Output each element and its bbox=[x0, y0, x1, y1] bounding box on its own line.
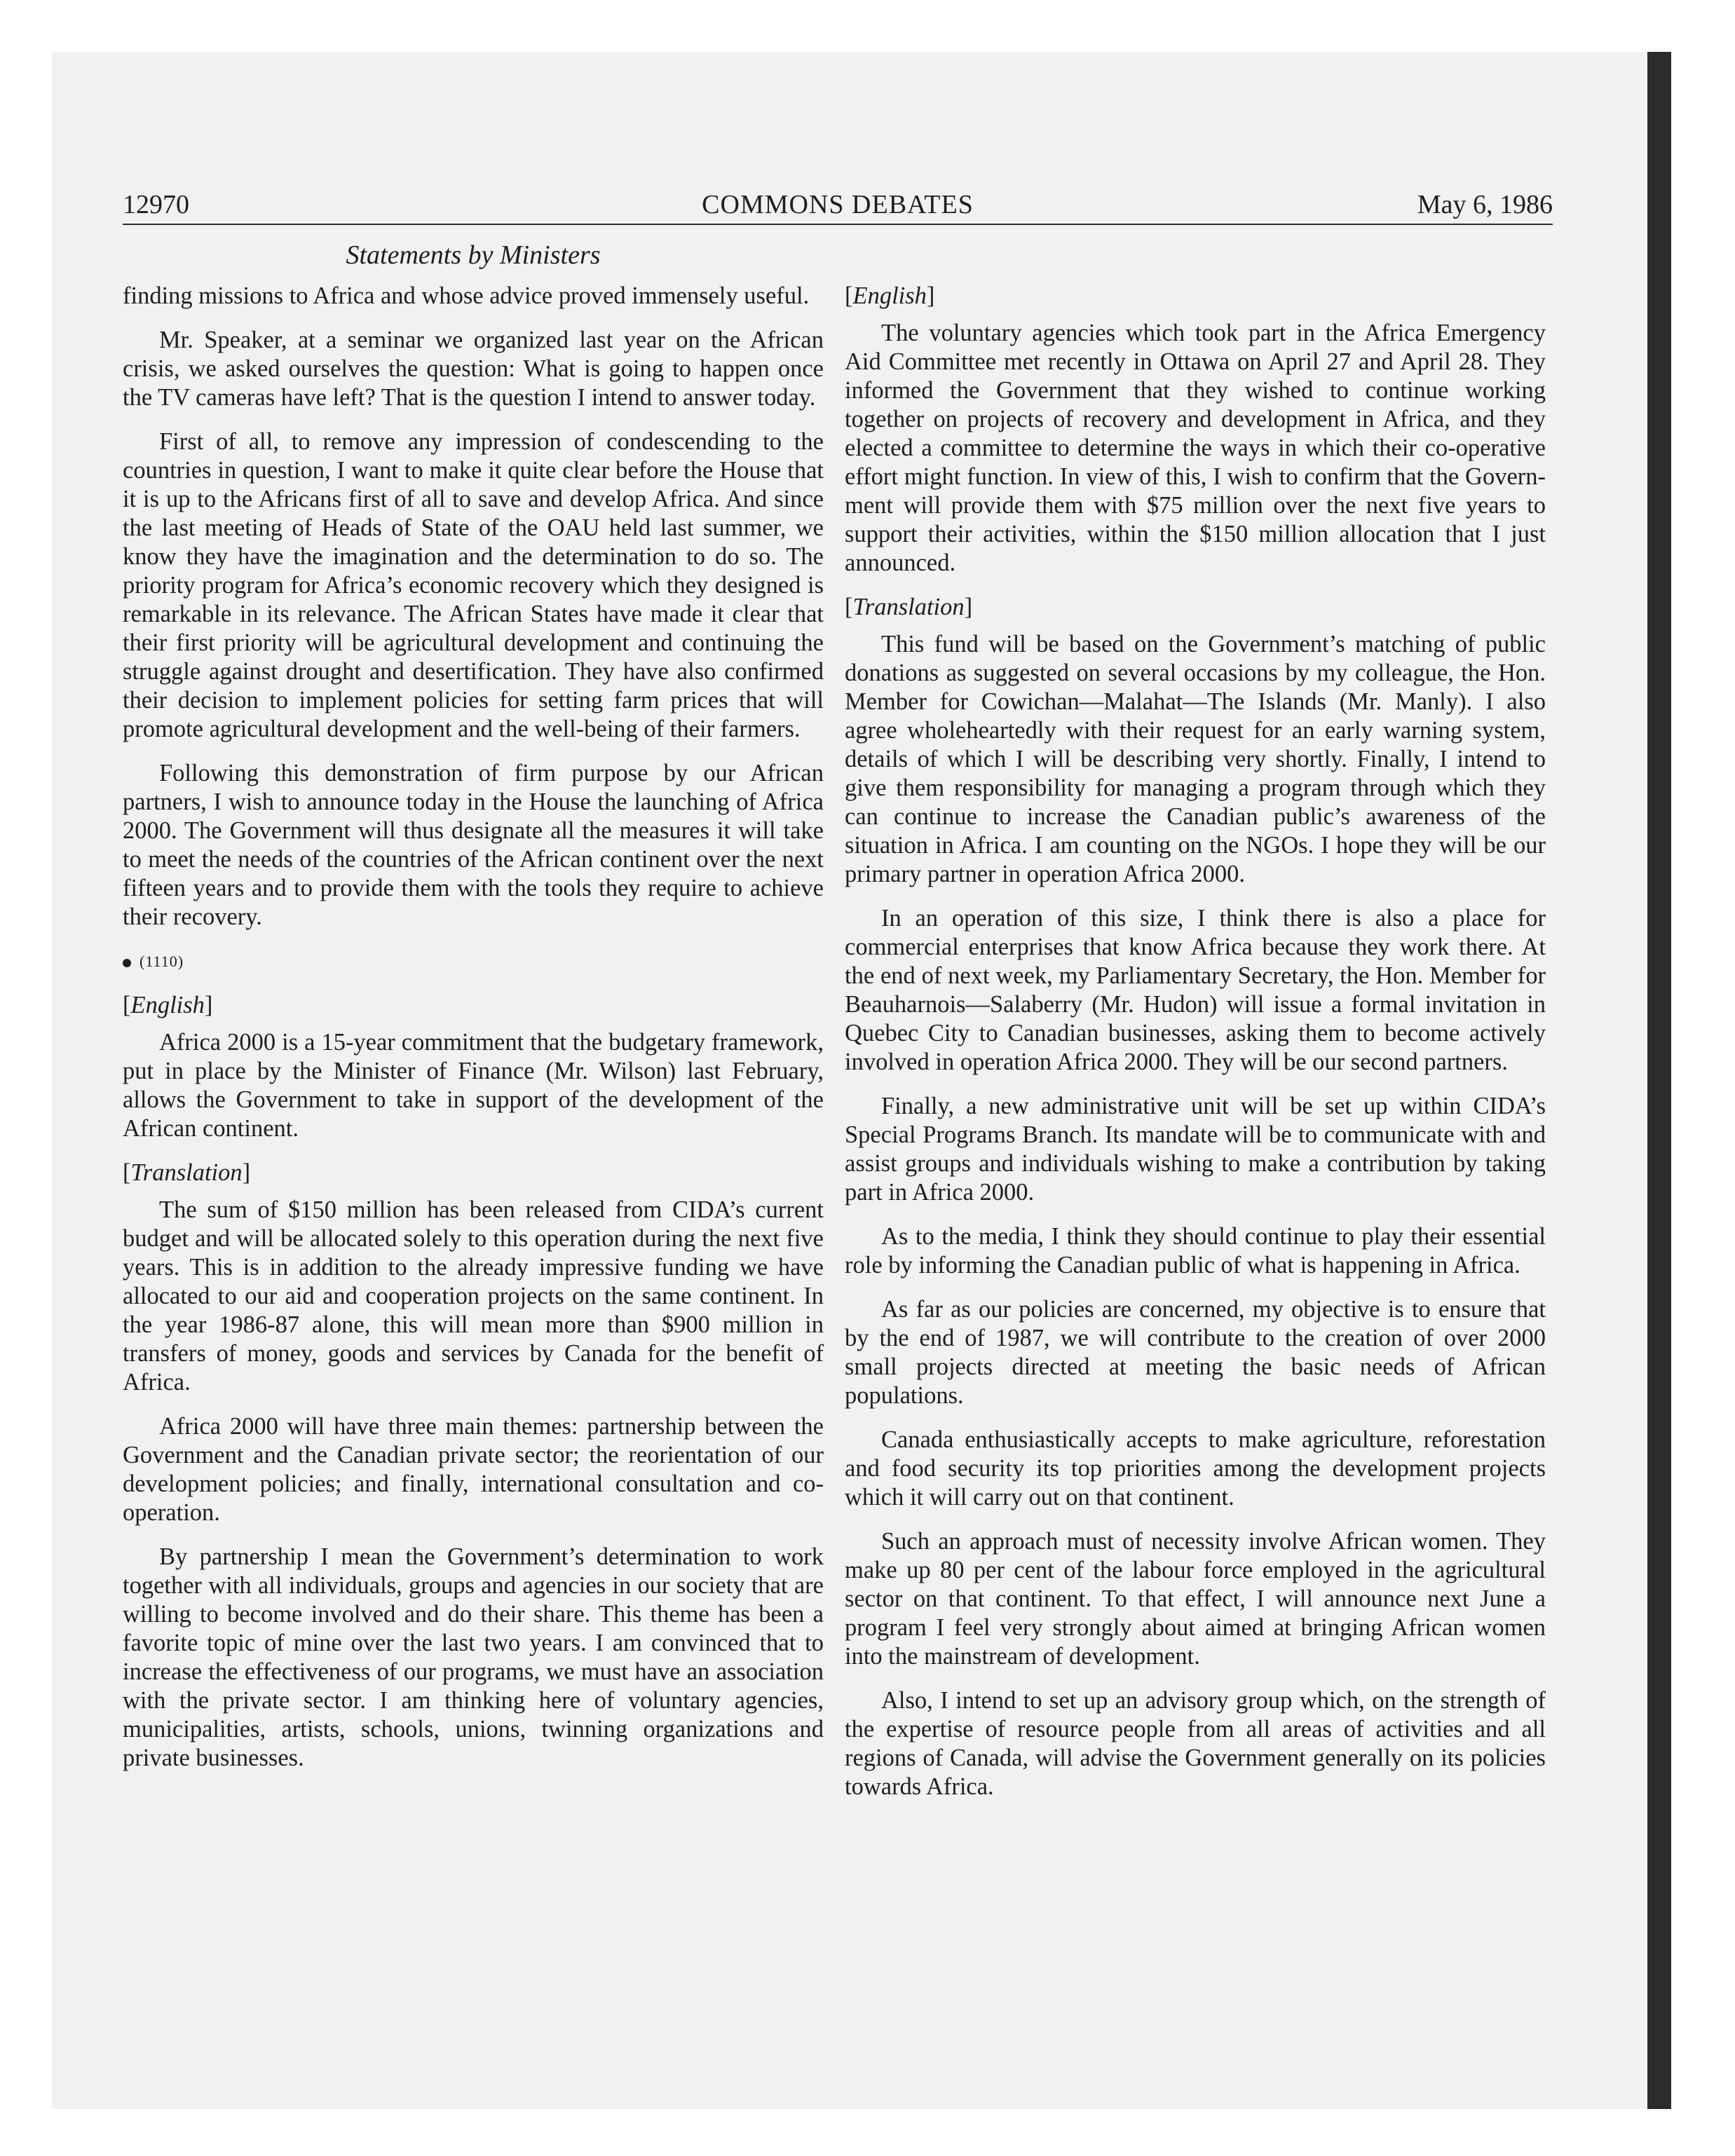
language-label: [English] bbox=[845, 282, 935, 309]
header-rule bbox=[123, 224, 1553, 225]
paragraph: Also, I intend to set up an advisory group which, on the strength of the expertise of resource people from all areas of activities and all regions of Canada, will advise the Government generally on its policies towards Africa. bbox=[845, 1687, 1546, 1800]
paragraph: Following this demonstration of firm purpose by our African partners, I wish to announce today in the House the launching of Africa 2000. The Government will thus designate all the measures it will take to meet the needs of the countries of the African continent over the next fifteen years and to provide them with the tools they require to achieve their recovery. bbox=[123, 760, 824, 930]
page-date: May 6, 1986 bbox=[1417, 190, 1553, 219]
page-number: 12970 bbox=[123, 190, 189, 219]
bullet-icon bbox=[123, 959, 131, 967]
paragraph: Africa 2000 will have three main themes: partnership between the Government and the Canadian private sector; the reorientation of our development policies; and finally, international consultation and co-operation. bbox=[123, 1413, 824, 1526]
paragraph: Such an approach must of necessity involve African women. They make up 80 per cent of the labour force employed in the agricultural sector on that continent. To that effect, I will announce next June a program I feel very strongly about aimed at bringing African women into the mainstream of development. bbox=[845, 1528, 1546, 1670]
paragraph: Mr. Speaker, at a seminar we organized last year on the African crisis, we asked ourselves the question: What is going to happen once the TV cameras have left? That is the question I intend to answer today. bbox=[123, 327, 824, 411]
left-column bbox=[123, 282, 824, 1788]
page-header bbox=[123, 186, 1553, 223]
time-marker-text: (1110) bbox=[140, 953, 184, 970]
paragraph: First of all, to remove any impression of condescending to the countries in question, I want to make it quite clear before the House that it is up to the Africans first of all to save and develop Africa. And since the last meeting of Heads of State of the OAU held last summer, we know they have the imagination and the determination to do so. The priority program for Africa’s economic recovery which they designed is remarkable in its relevance. The African States have made it clear that their first priority will be agricultural development and continuing the struggle against drought and desertification. They have also confirmed their decision to implement policies for setting farm prices that will promote agricultural development and the well-being of their farmers. bbox=[123, 428, 824, 742]
language-label: [English] bbox=[123, 992, 213, 1018]
paragraph: The sum of $150 million has been released from CIDA’s current budget and will be allocated solely to this operation during the next five years. This is in addition to the already impressive funding we have allocated to our aid and cooperation projects on the same continent. In the year 1986-87 alone, this will mean more than $900 million in transfers of money, goods and services by Canada for the benefit of Africa. bbox=[123, 1196, 824, 1396]
paragraph: This fund will be based on the Government’s matching of public donations as suggested on several occasions by my colleague, the Hon. Member for Cowichan—Malahat—The Islands (Mr. Manly). I also agree wholeheartedly with their request for an early warning system, details of which I will be describing very shortly. Finally, I intend to give them responsibility for managing a program through which they can continue to increase the Canadian public’s awareness of the situation in Africa. I am counting on the NGOs. I hope they will be our primary partner in operation Africa 2000. bbox=[845, 631, 1546, 887]
language-label: [Translation] bbox=[123, 1159, 251, 1186]
paragraph: By partnership I mean the Government’s determination to work together with all individuals, groups and agencies in our society that are willing to become involved and do their share. This theme has been a favorite topic of mine over the last two years. I am convinced that to increase the effectiveness of our programs, we must have an association with the private sector. I am thinking here of voluntary agencies, municipalities, artists, schools, unions, twinning organizations and private businesses. bbox=[123, 1543, 824, 1771]
language-label: [Translation] bbox=[845, 594, 973, 620]
time-marker bbox=[123, 947, 824, 976]
publication-title: COMMONS DEBATES bbox=[702, 190, 974, 219]
paragraph: Finally, a new administrative unit will be set up within CIDA’s Special Programs Branch. Its mandate will be to communicate with and assist groups and individuals wishing to make a contribution by taking part in Africa 2000. bbox=[845, 1093, 1546, 1206]
right-column bbox=[845, 282, 1546, 1817]
paragraph: Africa 2000 is a 15-year commitment that the budgetary framework, put in place by the Minister of Finance (Mr. Wilson) last February, allows the Government to take in support of the development of the African continent. bbox=[123, 1029, 824, 1142]
section-heading: Statements by Ministers bbox=[346, 240, 601, 270]
paragraph: The voluntary agencies which took part in the Africa Emergency Aid Committee met recently in Ottawa on April 27 and April 28. They informed the Government that they wished to continue working together on projects of recovery and development in Africa, and they elected a committee to determine the ways in which their co-operative effort might function. In view of this, I wish to confirm that the Government will provide them with $75 million over the next five years to support their activities, within the $150 million allocation that I just announced. bbox=[845, 320, 1546, 576]
paragraph: finding missions to Africa and whose advice proved immensely useful. bbox=[123, 282, 810, 309]
paragraph: In an operation of this size, I think there is also a place for commercial enterprises that know Africa because they work there. At the end of next week, my Parliamentary Secretary, the Hon. Member for Beauharnois—Salaberry (Mr. Hudon) will issue a formal invitation in Quebec City to Canadian businesses, asking them to become actively involved in operation Africa 2000. They will be our second partners. bbox=[845, 905, 1546, 1075]
scan-edge-shadow bbox=[1647, 52, 1671, 2109]
paragraph: As far as our policies are concerned, my objective is to ensure that by the end of 1987, we will contribute to the creation of over 2000 small projects directed at meeting the basic needs of African populations. bbox=[845, 1296, 1546, 1409]
paragraph: As to the media, I think they should continue to play their essential role by informing the Canadian public of what is happening in Africa. bbox=[845, 1223, 1546, 1278]
paragraph: Canada enthusiastically accepts to make agriculture, reforestation and food security its top priorities among the development projects which it will carry out on that continent. bbox=[845, 1426, 1546, 1510]
